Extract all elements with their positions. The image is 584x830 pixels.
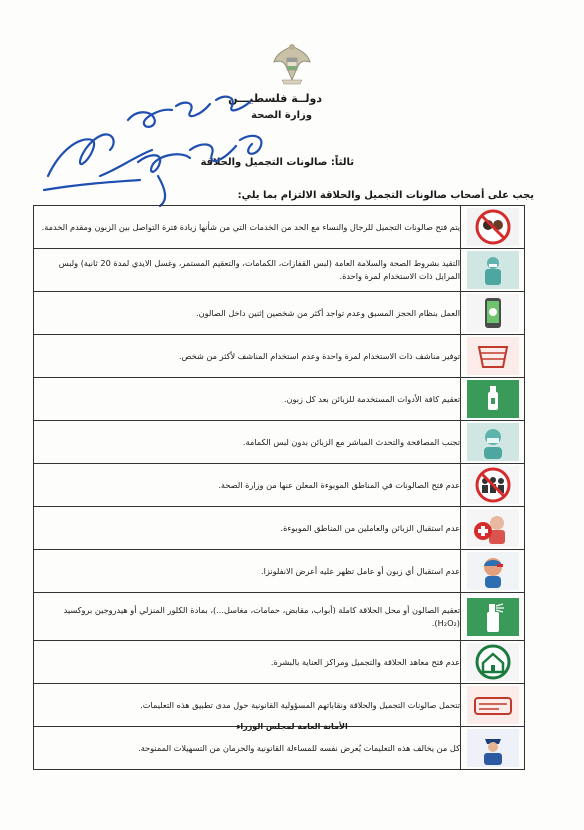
rule-text: عدم فتح الصالونات في المناطق الموبوءة المعلن عنها من وزارة الصحة.: [34, 464, 461, 507]
rule-icon-cell: [461, 378, 525, 421]
rule-row: [34, 727, 525, 770]
rule-text: تتحمل صالونات التجميل والحلاقة ونقاباتهم المسؤولية القانونية حول مدى تطبيق هذه التعليمات.: [34, 684, 461, 727]
rule-icon-cell: [461, 684, 525, 727]
towel-icon: [467, 337, 519, 375]
rule-icon-cell: [461, 335, 525, 378]
rule-icon-cell: [461, 507, 525, 550]
state-name: دولــة فلسطيـــن: [228, 92, 322, 105]
rule-icon-cell: [461, 206, 525, 249]
rule-row: [34, 421, 525, 464]
footer-text: الأمانة العامة لمجلس الوزراء: [236, 722, 348, 731]
rule-text: التقيد بشروط الصحة والسلامة العامة (لبس القفازات، الكمامات، والتعقيم المستمر، وغسل الايدي لمدة 20 ثانية) ولبس المرايل ذات الاستخدام لمرة واحدة.: [34, 249, 461, 292]
ministry-name: وزارة الصحة: [251, 110, 312, 121]
rule-row: [34, 378, 525, 421]
rule-icon-cell: [461, 550, 525, 593]
rule-icon-cell: [461, 249, 525, 292]
disinfect-spray-icon: [467, 598, 519, 636]
rule-text: عدم استقبال أي زبون أو عامل تظهر عليه أعرض الانفلونزا.: [34, 550, 461, 593]
no-entry-person-icon: [467, 509, 519, 547]
intro-text: يجب على أصحاب صالونات التجميل والحلاقة الالتزام بما يلي:: [237, 190, 534, 201]
rule-row: [34, 507, 525, 550]
rule-text: عدم فتح معاهد الحلاقة والتجميل ومراكز العناية بالبشرة.: [34, 641, 461, 684]
home-stay-icon: [467, 643, 519, 681]
rule-icon-cell: [461, 292, 525, 335]
rule-icon-cell: [461, 641, 525, 684]
masked-person-icon: [467, 423, 519, 461]
rule-icon-cell: [461, 727, 525, 770]
rules-table: [33, 205, 525, 770]
no-touch-icon: [467, 208, 519, 246]
section-title: ثالثاً: صالونات التجميل والحلاقة: [200, 157, 354, 168]
rule-row: [34, 684, 525, 727]
rule-row: [34, 593, 525, 641]
rule-text: عدم استقبال الزبائن والعاملين من المناطق الموبوءة.: [34, 507, 461, 550]
rule-text: يتم فتح صالونات التجميل للرجال والنساء مع الحد من الخدمات التي من شأنها زيادة فترة التواصل بين الزبون ومقدم الخدمة.: [34, 206, 461, 249]
no-crowd-icon: [467, 466, 519, 504]
rule-row: [34, 550, 525, 593]
rule-text: كل من يخالف هذه التعليمات يُعرض نفسه للمساءلة القانونية والحرمان من التسهيلات الممنوحة.: [34, 727, 461, 770]
legal-responsibility-icon: [467, 686, 519, 724]
police-officer-icon: [467, 729, 519, 767]
rule-row: [34, 464, 525, 507]
rule-row: [34, 335, 525, 378]
rule-text: تعقيم الصالون أو محل الحلاقة كاملة (أبواب، مقابض، حمامات، مغاسل...)، بمادة الكلور المنزلي أو هيدروجين بروكسيد (H₂O₂).: [34, 593, 461, 641]
rule-icon-cell: [461, 421, 525, 464]
mask-gloves-icon: [467, 251, 519, 289]
rule-icon-cell: [461, 593, 525, 641]
sick-person-icon: [467, 552, 519, 590]
rule-text: العمل بنظام الحجز المسبق وعدم تواجد أكثر من شخصين إثنين داخل الصالون.: [34, 292, 461, 335]
rule-icon-cell: [461, 464, 525, 507]
sanitizer-icon: [467, 380, 519, 418]
rule-text: تجنب المصافحة والتحدث المباشر مع الزبائن بدون لبس الكمامة.: [34, 421, 461, 464]
phone-booking-icon: [467, 294, 519, 332]
rule-row: [34, 206, 525, 249]
rule-row: [34, 641, 525, 684]
rule-row: [34, 249, 525, 292]
rule-row: [34, 292, 525, 335]
rule-text: تعقيم كافة الأدوات المستخدمة للزبائن بعد كل زبون.: [34, 378, 461, 421]
handwritten-signature: [40, 80, 285, 210]
rule-text: توفير مناشف ذات الاستخدام لمرة واحدة وعدم استخدام المناشف لأكثر من شخص.: [34, 335, 461, 378]
